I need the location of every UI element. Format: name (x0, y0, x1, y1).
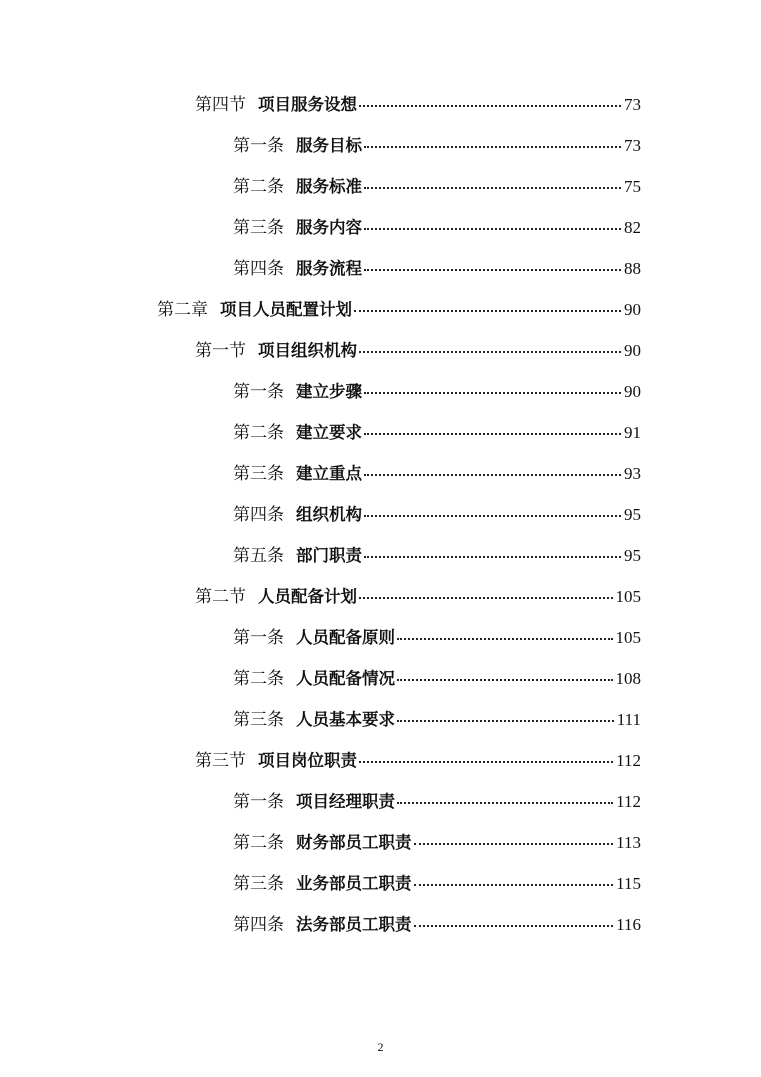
toc-entry-label: 第三条 (233, 874, 284, 894)
toc-entry[interactable] (195, 336, 641, 364)
toc-entry-page: 90 (624, 300, 641, 319)
toc-entry-page: 91 (624, 423, 641, 442)
toc-entry-title: 人员配备计划 (258, 587, 357, 606)
toc-leader-dots (364, 269, 621, 271)
toc-entry-label: 第四条 (233, 259, 284, 279)
toc-entry-title: 人员基本要求 (296, 710, 395, 729)
toc-leader-dots (397, 802, 613, 804)
toc-leader-dots (364, 228, 621, 230)
toc-entry-title: 服务标准 (296, 177, 362, 196)
toc-entry-label: 第二节 (195, 587, 246, 607)
toc-entry-page: 108 (615, 669, 641, 688)
toc-entry-title: 服务流程 (296, 259, 362, 278)
toc-entry[interactable] (233, 910, 641, 938)
toc-entry-page: 112 (616, 792, 641, 811)
toc-entry[interactable] (233, 787, 641, 815)
toc-leader-dots (359, 351, 621, 353)
toc-leader-dots (414, 843, 614, 845)
toc-entry-title: 组织机构 (296, 505, 362, 524)
toc-entry-title: 财务部员工职责 (296, 833, 412, 852)
toc-entry-page: 73 (624, 95, 641, 114)
toc-entry-page: 95 (624, 546, 641, 565)
toc-entry-page: 111 (616, 710, 641, 729)
toc-entry[interactable] (157, 295, 641, 323)
toc-leader-dots (364, 392, 621, 394)
toc-entry-label: 第二条 (233, 833, 284, 853)
toc-entry-label: 第三条 (233, 710, 284, 730)
toc-entry-label: 第一条 (233, 136, 284, 156)
toc-entry-label: 第二条 (233, 669, 284, 689)
toc-entry-label: 第一条 (233, 382, 284, 402)
toc-leader-dots (364, 187, 621, 189)
toc-entry[interactable] (195, 746, 641, 774)
toc-leader-dots (354, 310, 621, 312)
toc-entry[interactable] (233, 705, 641, 733)
toc-leader-dots (359, 597, 613, 599)
toc-entry[interactable] (233, 377, 641, 405)
toc-entry[interactable] (233, 869, 641, 897)
toc-entry-label: 第二章 (157, 300, 208, 320)
toc-entry-title: 人员配备原则 (296, 628, 395, 647)
toc-leader-dots (359, 761, 613, 763)
toc-entry-label: 第一条 (233, 628, 284, 648)
toc-entry-title: 部门职责 (296, 546, 362, 565)
toc-entry-label: 第二条 (233, 177, 284, 197)
toc-leader-dots (364, 433, 621, 435)
toc-entry-page: 95 (624, 505, 641, 524)
toc-entry-page: 93 (624, 464, 641, 483)
toc-entry-title: 项目人员配置计划 (220, 300, 352, 319)
toc-entry[interactable] (233, 623, 641, 651)
toc-entry-title: 法务部员工职责 (296, 915, 412, 934)
toc-entry[interactable] (233, 131, 641, 159)
toc-leader-dots (359, 105, 621, 107)
toc-leader-dots (414, 925, 614, 927)
toc-entry-title: 项目岗位职责 (258, 751, 357, 770)
toc-entry-page: 112 (616, 751, 641, 770)
toc-entry-label: 第三条 (233, 464, 284, 484)
page-number: 2 (377, 1040, 384, 1054)
toc-entry-title: 项目组织机构 (258, 341, 357, 360)
toc-entry[interactable] (233, 828, 641, 856)
toc-entry-page: 113 (616, 833, 641, 852)
toc-leader-dots (397, 720, 614, 722)
toc-entry-page: 73 (624, 136, 641, 155)
toc-entry-title: 项目经理职责 (296, 792, 395, 811)
toc-entry[interactable] (195, 582, 641, 610)
toc-leader-dots (364, 556, 621, 558)
toc-entry-title: 建立重点 (296, 464, 362, 483)
toc-entry[interactable] (233, 172, 641, 200)
toc-entry[interactable] (233, 500, 641, 528)
toc-leader-dots (364, 515, 621, 517)
toc-entry-title: 人员配备情况 (296, 669, 395, 688)
toc-entry[interactable] (233, 541, 641, 569)
toc-leader-dots (397, 679, 613, 681)
toc-leader-dots (414, 884, 614, 886)
toc-entry-title: 服务目标 (296, 136, 362, 155)
toc-entry-label: 第三条 (233, 218, 284, 238)
toc-entry-label: 第三节 (195, 751, 246, 771)
toc-entry-page: 116 (616, 915, 641, 934)
toc-entry-page: 90 (624, 382, 641, 401)
toc-entry[interactable] (233, 459, 641, 487)
toc-entry-label: 第四条 (233, 505, 284, 525)
toc-entry-title: 建立要求 (296, 423, 362, 442)
toc-entry-page: 105 (615, 628, 641, 647)
toc-entry[interactable] (233, 418, 641, 446)
toc-entry-title: 建立步骤 (296, 382, 362, 401)
toc-entry-title: 业务部员工职责 (296, 874, 412, 893)
toc-entry-page: 88 (624, 259, 641, 278)
toc-entry-page: 105 (615, 587, 641, 606)
toc-entry[interactable] (233, 254, 641, 282)
toc-entry-page: 82 (624, 218, 641, 237)
toc-entry-label: 第四条 (233, 915, 284, 935)
toc-entry[interactable] (233, 664, 641, 692)
toc-entry-label: 第五条 (233, 546, 284, 566)
toc-leader-dots (364, 146, 621, 148)
toc-leader-dots (364, 474, 621, 476)
toc-entry[interactable] (195, 90, 641, 118)
toc-entry-title: 项目服务设想 (258, 95, 357, 114)
toc-entry-label: 第四节 (195, 95, 246, 115)
toc-entry-page: 90 (624, 341, 641, 360)
toc-entry-label: 第一节 (195, 341, 246, 361)
toc-entry-page: 75 (624, 177, 641, 196)
toc-entry-label: 第二条 (233, 423, 284, 443)
toc-entry[interactable] (233, 213, 641, 241)
toc-leader-dots (397, 638, 613, 640)
toc-entry-page: 115 (616, 874, 641, 893)
toc-entry-title: 服务内容 (296, 218, 362, 237)
toc-entry-label: 第一条 (233, 792, 284, 812)
